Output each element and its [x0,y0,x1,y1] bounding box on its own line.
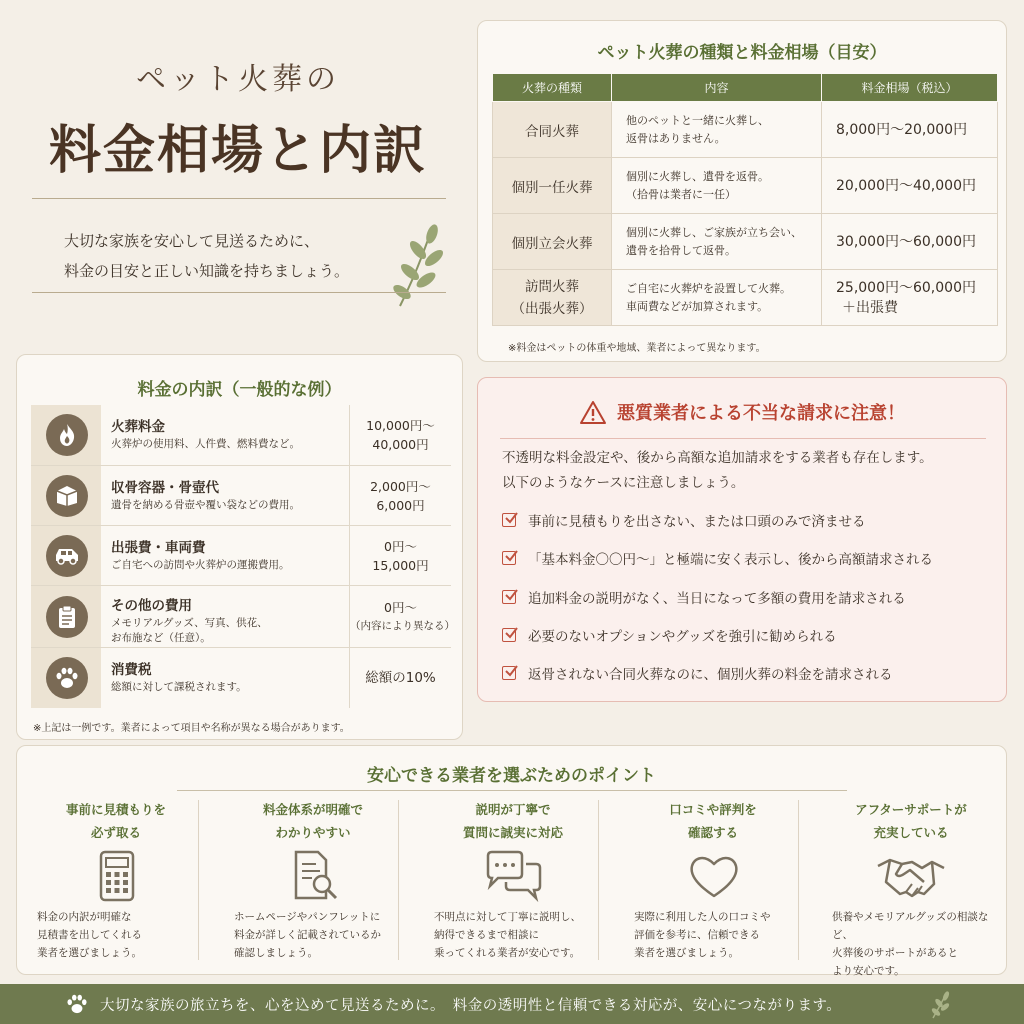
point-description [234,908,410,962]
point-heading-line: 充実している [873,825,949,840]
breakdown-text [111,476,351,513]
price-text: 2,000円～ [370,479,431,494]
cremation-desc-cell [612,158,822,214]
point-heading-line: 質問に誠実に対応 [462,825,563,840]
price-text: 15,000円 [372,558,429,573]
point-separator [398,800,399,960]
breakdown-item-sub: 火葬炉の使用料、人件費、燃料費など。 [111,438,300,450]
warning-item-text: 「基本料金〇〇円～」と極端に安く表示し、後から高額請求される [528,552,933,568]
footer-text: 大切な家族の旅立ちを、心を込めて見送るために。 料金の透明性と信頼できる対応が、安心につながります。 [100,998,842,1014]
cremation-type-cell [493,214,612,270]
point-desc-line: 評価を参考に、信頼できる [634,929,760,941]
breakdown-item-sub: 総額に対して課税されます。 [111,681,247,693]
warning-title: 悪質業者による不当な請求に注意！ [617,403,905,424]
breakdown-item-title: 消費税 [111,662,152,678]
point-item [414,798,612,968]
point-separator [198,800,199,960]
point-heading [414,798,612,844]
warning-item [502,586,992,608]
warning-intro-line: 以下のようなケースに注意しましょう。 [502,475,745,491]
cell-text: 20,000円～40,000円 [836,177,976,194]
warning-item-text: 返骨されない合同火葬なのに、個別火葬の料金を請求される [528,667,893,683]
cremation-type-cell [493,158,612,214]
points-title: 安心できる業者を選ぶためのポイント [367,766,656,786]
cell-text: 個別に火葬し、ご家族が立ち会い、 [626,225,802,239]
point-description [634,908,810,962]
cell-text: 個別に火葬し、遺骨を返骨。 [626,169,769,183]
cell-text: 25,000円～60,000円 [836,279,976,296]
warning-divider [500,438,986,439]
price-table-card [477,20,1007,362]
breakdown-price [349,526,451,586]
cell-text: 合同火葬 [525,123,579,140]
price-table-header-row [493,74,998,102]
point-description [37,908,213,962]
point-item [614,798,812,968]
cell-text: ＋出張費 [842,299,898,316]
warning-title-wrap [478,399,1006,430]
breakdown-item-sub: ご自宅への訪問や火葬炉の運搬費用。 [111,559,290,571]
point-description [832,908,1008,980]
cremation-price-cell [822,270,998,326]
cell-text: 返骨はありません。 [626,131,726,145]
point-desc-line: 料金の内訳が明確な [37,911,132,923]
cell-text: 個別一任火葬 [511,179,593,196]
price-table [492,73,998,326]
page-title-line2: 料金相場と内訳 [48,120,427,181]
cell-text: 個別立会火葬 [511,235,593,252]
point-desc-line: ホームページやパンフレットに [234,911,381,923]
check-icon [502,513,516,527]
car-icon [46,535,88,577]
check-icon [502,666,516,680]
point-item [812,798,1010,977]
cell-text: 車両費などが加算されます。 [626,299,769,313]
cremation-desc-cell [612,214,822,270]
box-icon [46,475,88,517]
page-title-line1: ペット火葬の [136,62,340,97]
point-desc-line: 実際に利用した人の口コミや [634,911,771,923]
cell-text: （拾骨は業者に一任） [626,187,736,201]
point-heading-line: 料金体系が明確で [262,802,363,817]
price-text: 0円～ [384,539,417,554]
point-heading [17,798,215,844]
breakdown-row [31,465,451,525]
leaf-branch-icon [388,220,448,310]
title-block [28,30,448,300]
point-heading-line: わかりやすい [275,825,351,840]
breakdown-row [31,647,451,707]
price-table-title: ペット火葬の種類と料金相場（目安） [597,43,887,63]
breakdown-title: 料金の内訳（一般的な例） [137,380,342,400]
breakdown-price [349,586,455,648]
point-desc-line: 料金が詳しく記載されているか [234,929,381,941]
point-heading-line: 口コミや評判を [669,802,757,817]
point-heading [614,798,812,844]
cremation-price-cell [822,214,998,270]
breakdown-item-sub: 遺骨を納める骨壺や覆い袋などの費用。 [111,499,300,511]
breakdown-text [111,415,351,452]
point-desc-line: 火葬後のサポートがあると [832,947,958,959]
leaf-icon [925,990,955,1020]
breakdown-icon-cell [31,405,101,465]
table-row [493,158,998,214]
breakdown-price [349,648,451,708]
check-icon [502,590,516,604]
cremation-price-cell [822,158,998,214]
calculator-icon [89,848,145,904]
cremation-desc-cell [612,102,822,158]
table-row [493,102,998,158]
breakdown-icon-cell [31,586,101,648]
point-heading-line: 確認する [687,825,738,840]
cell-text: 他のペットと一緒に火葬し、 [626,113,769,127]
flame-icon [46,414,88,456]
warning-intro-line: 不透明な料金設定や、後から高額な追加請求をする業者も存在します。 [502,450,933,466]
breakdown-row [31,585,455,647]
breakdown-item-sub: お布施など（任意）。 [111,632,211,644]
point-item [214,798,412,968]
breakdown-text [111,594,351,646]
point-desc-line: 業者を選びましょう。 [634,947,739,959]
breakdown-icon-cell [31,526,101,586]
point-separator [598,800,599,960]
cremation-type-cell [493,270,612,326]
warning-card [477,377,1007,702]
point-desc-line: 乗ってくれる業者が安心です。 [434,947,581,959]
intro-line: 大切な家族を安心して見送るために、 [64,232,320,250]
handshake-icon [876,848,946,904]
point-separator [798,800,799,960]
document-search-icon [286,848,342,904]
point-heading [214,798,412,844]
points-card [16,745,1007,975]
check-icon [502,551,516,565]
cell-text: ご自宅に火葬炉を設置して火葬。 [626,281,791,295]
warning-item [502,662,992,684]
warning-item-text: 追加料金の説明がなく、当日になって多額の費用を請求される [528,591,906,607]
cremation-price-cell [822,102,998,158]
breakdown-item-title: 収骨容器・骨壺代 [111,480,219,496]
point-desc-line: 確認しましょう。 [234,947,318,959]
point-item [17,798,215,968]
breakdown-price [349,405,451,465]
breakdown-item-title: その他の費用 [111,598,192,614]
breakdown-card [16,354,463,740]
column-header: 料金相場（税込） [822,74,998,102]
price-text: 10,000円～ [366,418,435,433]
point-desc-line: より安心です。 [832,965,905,977]
column-header: 内容 [612,74,822,102]
price-text: 総額の10% [365,669,436,686]
point-heading-line: 説明が丁寧で [475,802,551,817]
point-desc-line: 見積書を出してくれる [37,929,142,941]
warning-triangle-icon [579,400,607,425]
breakdown-icon-cell [31,466,101,526]
warning-item [502,547,992,569]
price-text: 0円～ [384,600,417,615]
price-text: （内容により異なる） [350,620,455,632]
warning-intro [502,446,992,496]
breakdown-row [31,525,451,585]
cell-text: 訪問火葬 [525,278,579,295]
title-divider-top [32,198,446,199]
breakdown-text [111,536,351,573]
point-desc-line: 不明点に対して丁寧に説明し、 [434,911,581,923]
chat-icon [482,848,546,904]
title-divider-bottom [32,292,446,293]
heart-icon [686,848,742,904]
warning-item [502,509,992,531]
breakdown-row [31,405,451,465]
check-icon [502,628,516,642]
warning-title-row [579,399,905,425]
breakdown-item-title: 火葬料金 [111,419,165,435]
breakdown-note: ※上記は一例です。業者によって項目や名称が異なる場合があります。 [33,723,350,734]
paw-icon [46,657,88,699]
warning-item [502,624,992,646]
price-text: 6,000円 [376,498,425,513]
point-desc-line: 供養やメモリアルグッズの相談など、 [832,911,989,941]
breakdown-icon-cell [31,648,101,708]
price-table-note: ※料金はペットの体重や地域、業者によって異なります。 [508,343,766,354]
point-desc-line: 納得できるまで相談に [434,929,539,941]
cell-text: （出張火葬） [511,300,593,317]
column-header: 火葬の種類 [493,74,612,102]
paw-icon [66,994,88,1014]
breakdown-item-sub: メモリアルグッズ、写真、供花、 [111,617,268,629]
cremation-desc-cell [612,270,822,326]
breakdown-item-title: 出張費・車両費 [111,540,206,556]
cell-text: 30,000円～60,000円 [836,233,976,250]
points-title-divider [177,790,847,791]
footer-bar [0,984,1024,1024]
cell-text: 遺骨を拾骨して返骨。 [626,243,736,257]
breakdown-text [111,658,351,695]
table-row [493,214,998,270]
cell-text: 8,000円～20,000円 [836,121,968,138]
point-desc-line: 業者を選びましょう。 [37,947,142,959]
breakdown-price [349,466,451,526]
point-heading-line: 必ず取る [90,825,141,840]
point-heading-line: 事前に見積もりを [65,802,166,817]
price-text: 40,000円 [372,437,429,452]
warning-item-text: 必要のないオプションやグッズを強引に勧められる [528,629,837,645]
clipboard-icon [46,596,88,638]
cremation-type-cell [493,102,612,158]
intro-text [64,226,394,286]
point-heading [812,798,1010,844]
warning-item-text: 事前に見積もりを出さない、または口頭のみで済ませる [528,514,866,530]
point-heading-line: アフターサポートが [855,802,967,817]
intro-line: 料金の目安と正しい知識を持ちましょう。 [64,262,350,280]
table-row [493,270,998,326]
point-description [434,908,610,962]
